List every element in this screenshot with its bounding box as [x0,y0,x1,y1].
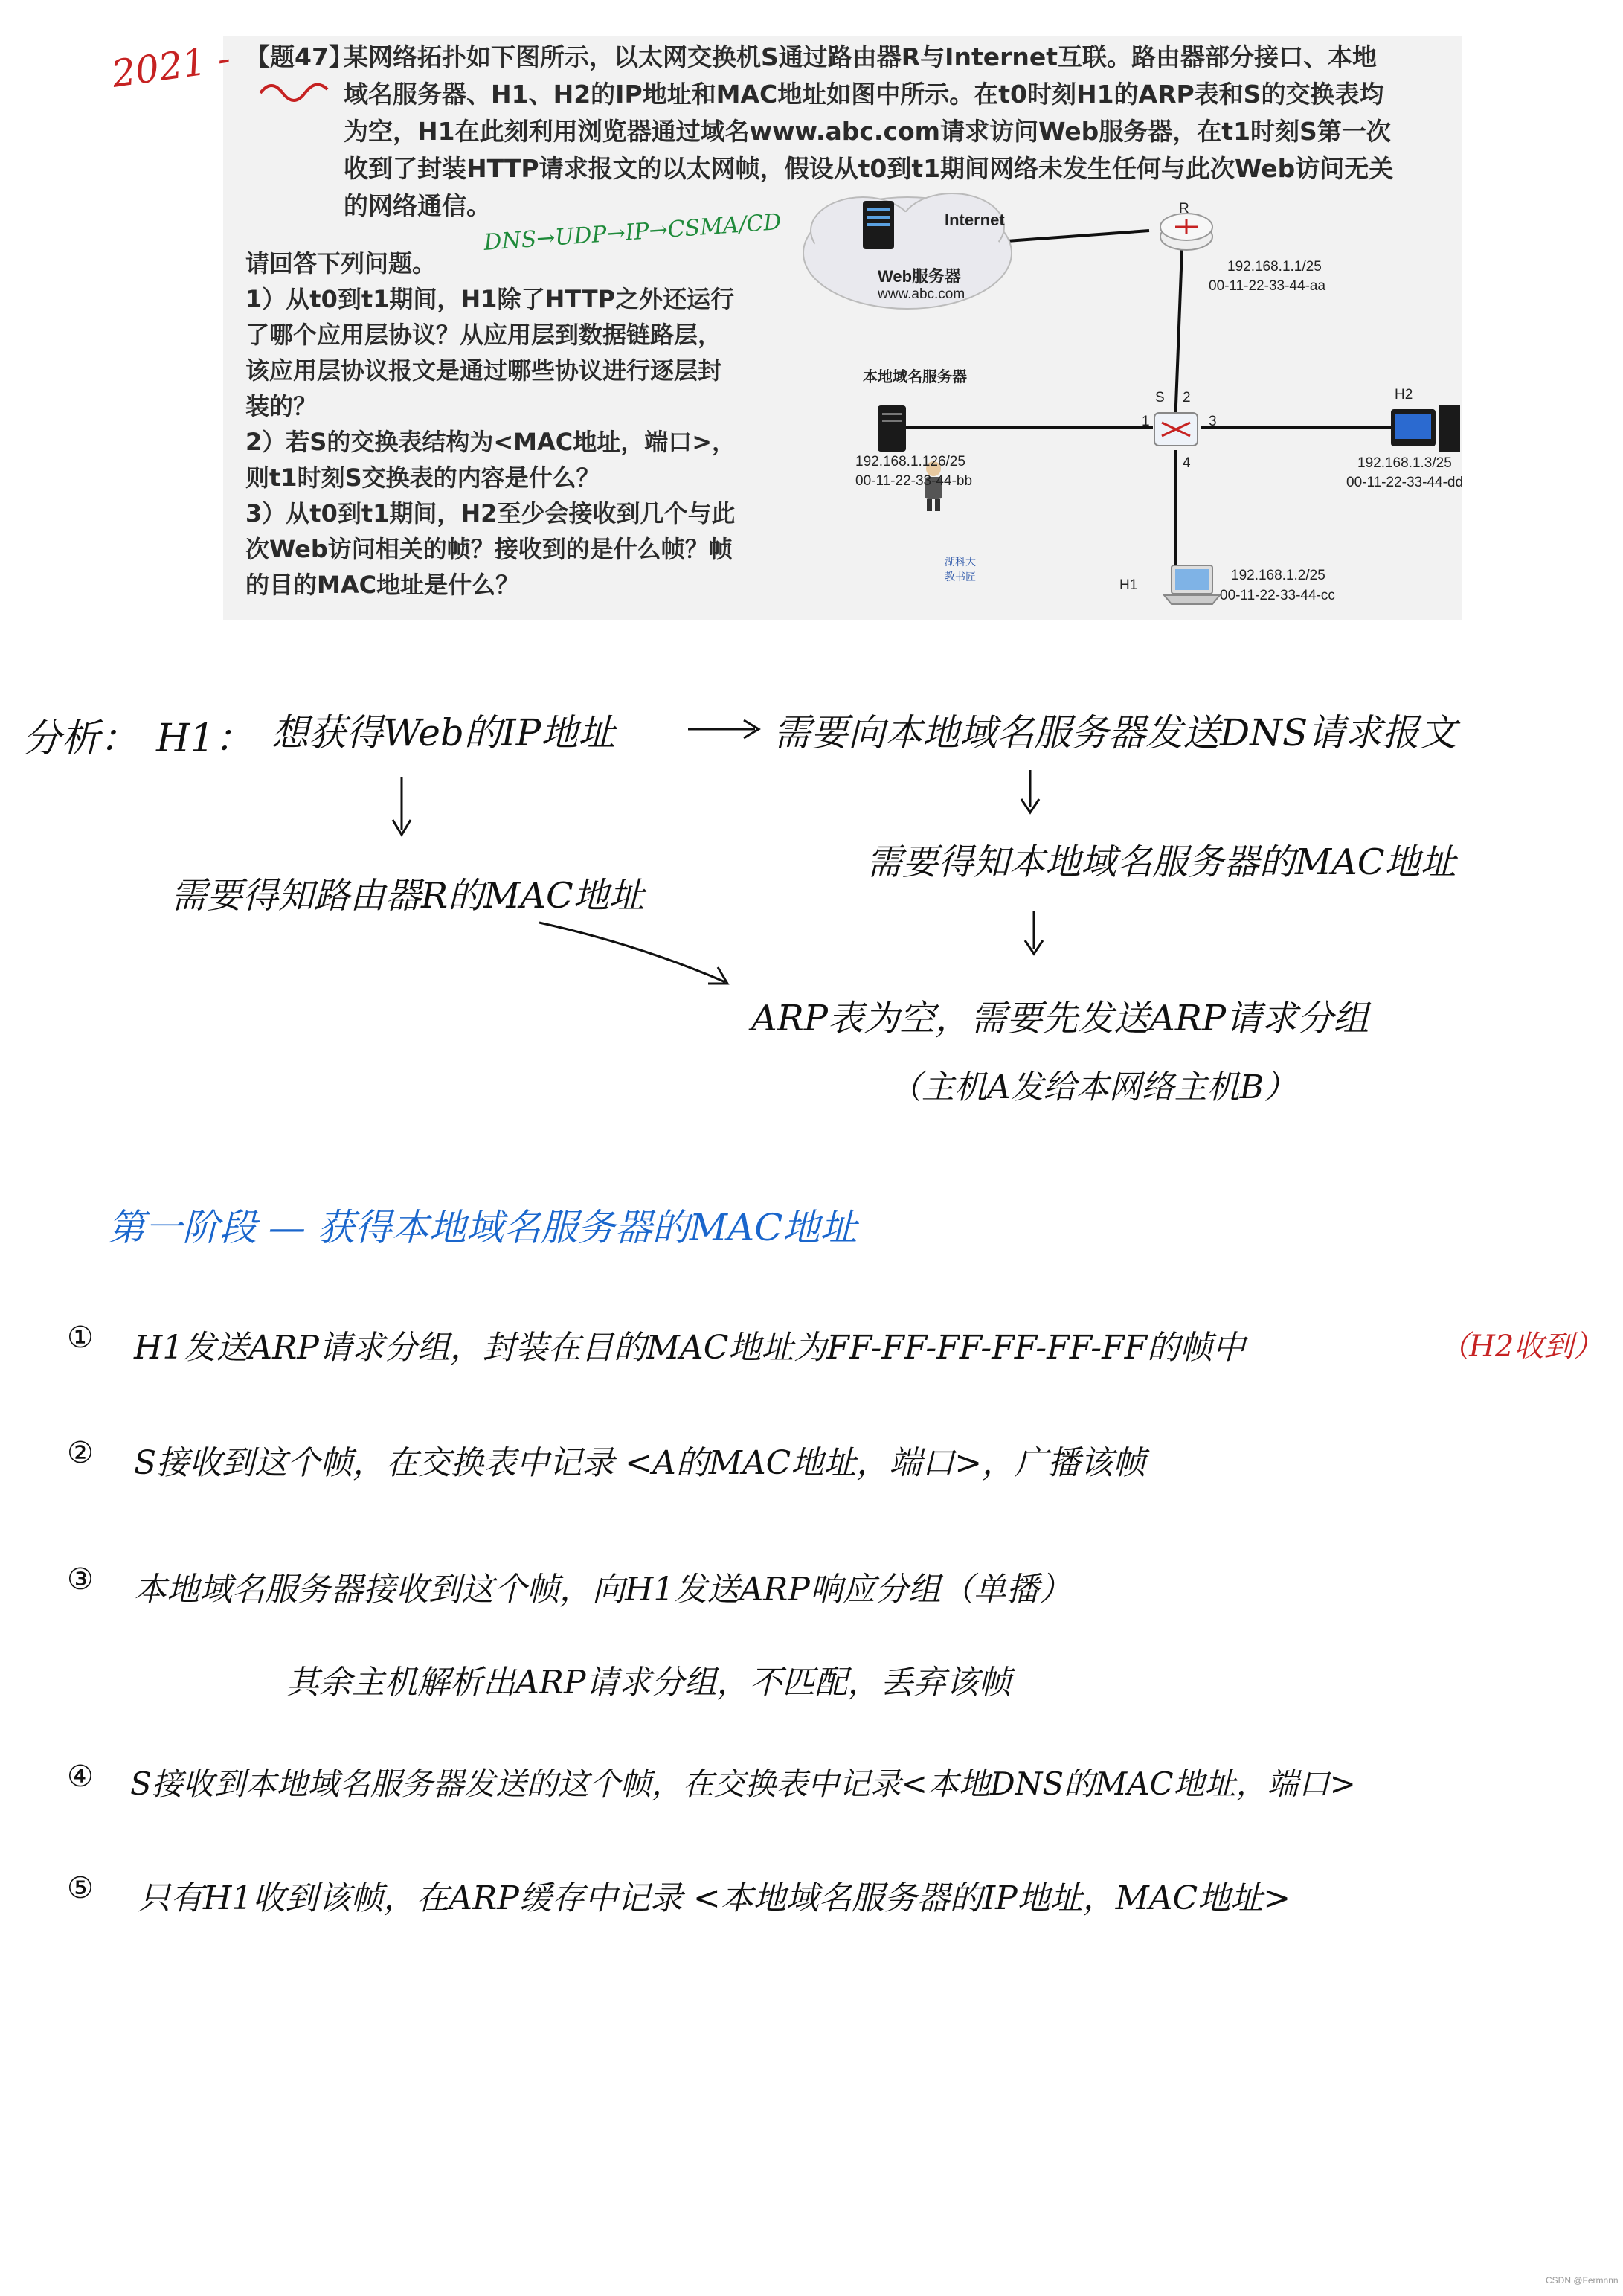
footer-watermark: CSDN @Fermnnn [1546,2275,1619,2286]
web-server-label: Web服务器 [878,267,962,286]
stage-title: 第一阶段 — 获得本地域名服务器的MAC地址 [108,1206,858,1249]
h1-mac: 00-11-22-33-44-cc [1220,588,1335,603]
question-item-6: 则t1时刻S交换表的内容是什么？ [245,464,600,492]
dns-server-icon [878,405,906,452]
question-item-7: 3）从t0到t1期间，H2至少会接收到几个与此 [245,499,736,527]
step-3-number: ③ [67,1562,94,1597]
logo-text-2: 教书匠 [945,571,976,583]
step-3-text: 本地域名服务器接收到这个帧，向H1发送ARP响应分组（单播） [134,1571,1072,1609]
router-icon [1160,214,1212,250]
question-item-2: 了哪个应用层协议？从应用层到数据链路层， [245,321,722,349]
switch-label: S [1155,390,1165,405]
step-2-number: ② [67,1436,94,1470]
h2-label: H2 [1395,387,1413,403]
year-annotation: 2021 - [109,36,234,96]
h1-laptop-icon [1164,565,1220,604]
step-4-number: ④ [67,1760,94,1794]
switch-port-3: 3 [1209,414,1217,429]
step-5-number: ⑤ [67,1871,94,1905]
network-topology [796,186,1465,618]
internet-label: Internet [945,211,1005,229]
analysis-h1: H1： [156,716,254,761]
switch-port-1: 1 [1142,414,1150,429]
step-5-text: 只有H1收到该帧，在ARP缓存中记录 <本地域名服务器的IP地址，MAC地址> [138,1879,1291,1917]
step-4-text: S接收到本地域名服务器发送的这个帧，在交换表中记录<本地DNS的MAC地址，端口> [130,1766,1356,1802]
arrow-diagonal-icon [536,915,736,997]
red-underline-squiggle [257,74,338,104]
dns-mac: 00-11-22-33-44-bb [855,473,973,489]
h2-ip: 192.168.1.3/25 [1357,455,1452,471]
protocol-annotation: DNS→UDP→IP→CSMA/CD [483,209,782,256]
arp-note: （主机A发给本网络主机B） [889,1068,1297,1106]
step-1-note: （H2收到） [1439,1330,1604,1364]
arp-empty: ARP表为空，需要先发送ARP请求分组 [751,998,1369,1039]
logo-text-1: 湖科大 [945,556,976,568]
arrow-down-icon-3 [1019,908,1049,960]
analysis-prefix: 分析： [22,716,139,761]
switch-port-4: 4 [1183,455,1191,471]
arrow-down-icon [387,774,417,841]
dns-server-title: 本地域名服务器 [863,369,967,385]
want-web-ip: 想获得Web的IP地址 [271,711,616,754]
question-line-4: 收到了封装HTTP请求报文的以太网帧，假设从t0到t1期间网络未发生任何与此次Web访问无关 [344,154,1394,183]
step-3-other-hosts: 其余主机解析出ARP请求分组，不匹配，丢弃该帧 [286,1664,1012,1702]
router-ip: 192.168.1.1/25 [1227,259,1322,275]
link-router-switch [1175,231,1183,424]
question-line-3: 为空，H1在此刻利用浏览器通过域名www.abc.com请求访问Web服务器，在t1时刻S第一次 [344,117,1391,146]
question-item-1: 1）从t0到t1期间，H1除了HTTP之外还运行 [245,285,735,313]
question-line-1: 某网络拓扑如下图所示，以太网交换机S通过路由器R与Internet互联。路由器部分接口、本地 [344,42,1378,71]
web-server-icon [863,201,894,249]
h1-ip: 192.168.1.2/25 [1231,568,1325,583]
switch-icon [1154,413,1198,446]
step-1-text: H1发送ARP请求分组，封装在目的MAC地址为FF-FF-FF-FF-FF-FF的帧中 [134,1329,1246,1367]
question-line-5: 的网络通信。 [344,191,491,220]
question-item-5: 2）若S的交换表结构为<MAC地址，端口>， [245,428,736,456]
question-item-4: 装的？ [245,392,318,420]
web-domain-label: www.abc.com [878,286,965,302]
question-tag: 【题47】 [245,42,353,71]
question-line-2: 域名服务器、H1、H2的IP地址和MAC地址如图中所示。在t0时刻H1的ARP表和S的交换表均 [344,80,1384,109]
arrow-down-icon-2 [1015,766,1045,818]
link-internet-router [997,231,1149,242]
need-dns-mac: 需要得知本地域名服务器的MAC地址 [867,841,1456,883]
question-item-9: 的目的MAC地址是什么？ [245,571,520,599]
question-item-8: 次Web访问相关的帧？接收到的是什么帧？帧 [245,535,733,563]
question-item-3: 该应用层协议报文是通过哪些协议进行逐层封 [245,356,722,385]
step-1-number: ① [67,1321,94,1355]
router-mac: 00-11-22-33-44-aa [1209,278,1326,294]
need-router-mac: 需要得知路由器R的MAC地址 [171,875,645,917]
h2-computer-icon [1391,405,1460,452]
arrow-right-icon [684,714,766,744]
router-label: R [1179,201,1189,217]
h2-mac: 00-11-22-33-44-dd [1346,475,1464,490]
need-send-dns: 需要向本地域名服务器发送DNS请求报文 [774,711,1457,754]
switch-port-2: 2 [1183,390,1191,405]
h1-label: H1 [1119,577,1138,593]
question-prompt: 请回答下列问题。 [245,249,437,278]
dns-ip: 192.168.1.126/25 [855,454,965,469]
step-2-text: S接收到这个帧，在交换表中记录 <A的MAC地址，端口>，广播该帧 [134,1444,1146,1482]
